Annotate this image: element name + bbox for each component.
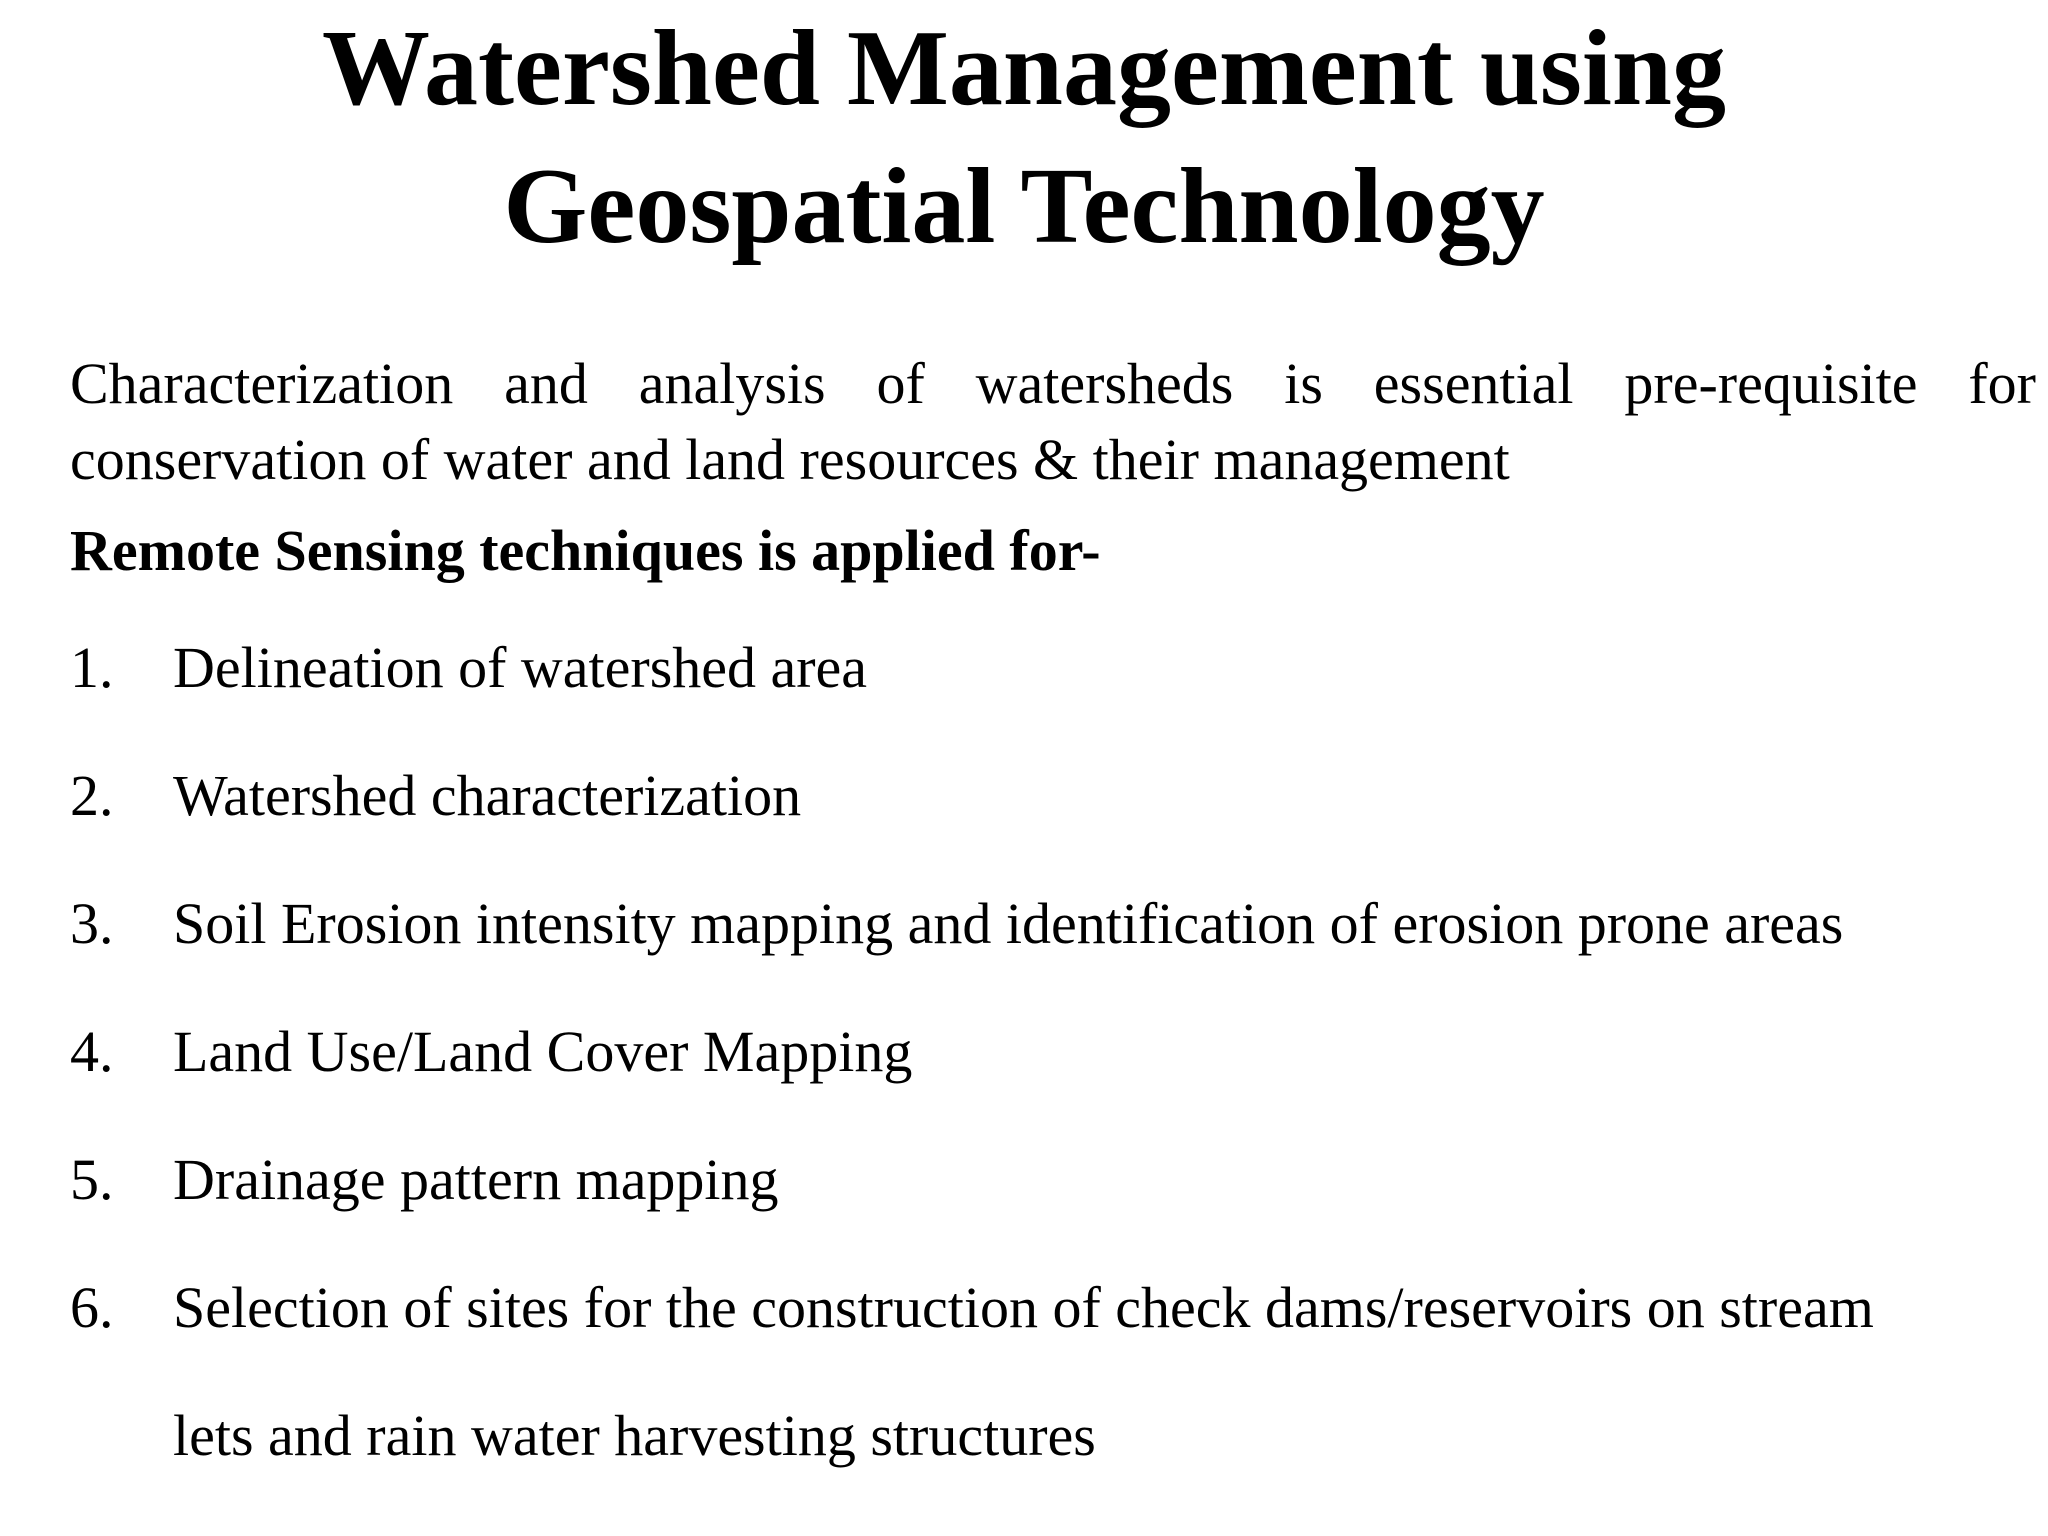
list-item-line: Watershed characterization	[173, 763, 802, 828]
list-item	[70, 1270, 2040, 1474]
intro-line-1: Characterization and analysis of watersheds is essential pre-requisite for	[70, 351, 2036, 416]
list-item-number: 4.	[70, 1019, 114, 1084]
applications-list	[70, 630, 2040, 1474]
list-item-line: lets and rain water harvesting structures	[173, 1403, 1096, 1468]
list-item-line: Soil Erosion intensity mapping and identification of erosion prone areas	[173, 891, 1844, 956]
list-item-line: Selection of sites for the construction of check dams/reservoirs on stream	[173, 1275, 1874, 1340]
slide-title-line-2: Geospatial Technology	[503, 147, 1545, 266]
list-item	[70, 886, 2040, 962]
list-item	[70, 1014, 2040, 1090]
intro-line-2: conservation of water and land resources & their management	[70, 427, 1510, 492]
list-item-text	[173, 758, 2040, 834]
list-item-line: Delineation of watershed area	[173, 635, 868, 700]
list-item-text	[173, 886, 2040, 962]
list-item-line: Drainage pattern mapping	[173, 1147, 779, 1212]
list-item	[70, 758, 2040, 834]
list-item-line: Land Use/Land Cover Mapping	[173, 1019, 913, 1084]
list-item	[70, 630, 2040, 706]
list-item-number: 6.	[70, 1275, 114, 1340]
list-item-number: 3.	[70, 891, 114, 956]
list-item-text	[173, 1014, 2040, 1090]
section-subheading: Remote Sensing techniques is applied for-	[70, 518, 1101, 583]
list-item-number: 2.	[70, 763, 114, 828]
slide-title	[0, 0, 2048, 276]
slide-title-line-1: Watershed Management using	[322, 9, 1726, 128]
list-item-text	[173, 1142, 2040, 1218]
list-item-number: 1.	[70, 635, 114, 700]
list-item	[70, 1142, 2040, 1218]
list-item-text	[173, 1270, 2040, 1474]
intro-paragraph	[70, 346, 2036, 498]
list-item-text	[173, 630, 2040, 706]
list-item-number: 5.	[70, 1147, 114, 1212]
